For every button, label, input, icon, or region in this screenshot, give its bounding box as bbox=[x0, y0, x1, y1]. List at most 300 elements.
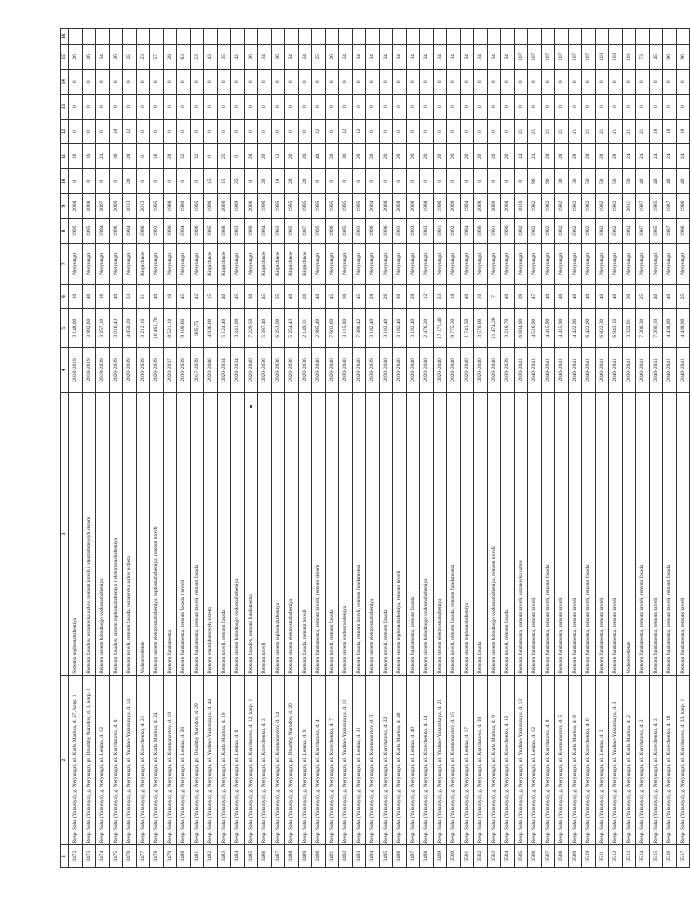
table-cell-mat: Neryungri bbox=[379, 243, 393, 284]
table-cell-k4: 0 bbox=[150, 94, 164, 119]
table-cell-period: 2040-2041 bbox=[568, 347, 582, 392]
table-cell-sum: 5 387,40 bbox=[258, 309, 272, 347]
table-cell-a: 40 bbox=[82, 284, 96, 309]
table-cell-mat: Kirpichnoe bbox=[285, 243, 299, 284]
table-cell-k4: 0 bbox=[163, 94, 177, 119]
table-row bbox=[379, 29, 393, 868]
table-cell-k1: 90 bbox=[541, 169, 555, 194]
table-cell-empty bbox=[217, 29, 231, 45]
table-cell-k2: 25 bbox=[217, 144, 231, 169]
table-cell-addr: Resp. Saha (Yakutiya), g. Neryungri, ul. Kosmonavtov, d. 14 bbox=[271, 675, 285, 845]
table-cell-a: 25 bbox=[676, 284, 690, 309]
table-cell-a: 20 bbox=[298, 284, 312, 309]
table-cell-k4: 0 bbox=[541, 94, 555, 119]
table-cell-mat: Neryungri bbox=[366, 243, 380, 284]
table-cell-k4: 0 bbox=[123, 94, 137, 119]
table-cell-a: 16 bbox=[96, 284, 110, 309]
table-cell-k6: 63 bbox=[177, 44, 191, 69]
table-cell-mat: Neryungri bbox=[568, 243, 582, 284]
table-cell-y2: 1995 bbox=[285, 194, 299, 219]
table-cell-k2: 28 bbox=[555, 144, 569, 169]
table-cell-a: 40 bbox=[568, 284, 582, 309]
table-cell-addr: Resp. Saha (Yakutiya), g. Neryungri, ul. Karla Marksa, d. 27, korp. 1 bbox=[69, 675, 83, 845]
table-cell-k3: 0 bbox=[487, 119, 501, 144]
table-cell-mat: Neryungri bbox=[636, 243, 650, 284]
table-cell-k1: 0 bbox=[150, 169, 164, 194]
table-cell-sum: 5 124,40 bbox=[217, 309, 231, 347]
table-cell-k3: 0 bbox=[285, 119, 299, 144]
table-cell-y2: 1995 bbox=[150, 194, 164, 219]
table-cell-period: 2040-2041 bbox=[636, 347, 650, 392]
table-cell-sum: 4 415,90 bbox=[555, 309, 569, 347]
table-cell-yr: 1987 bbox=[298, 219, 312, 244]
table-cell-work: Remont fundamenta, remont krovli, remont fasada bbox=[190, 393, 204, 676]
table-cell-n: 3477 bbox=[136, 845, 150, 868]
table-row bbox=[150, 29, 164, 868]
table-cell-n: 3498 bbox=[420, 845, 434, 868]
table-cell-n: 3481 bbox=[190, 845, 204, 868]
table-cell-k3: 21 bbox=[636, 119, 650, 144]
table-cell-addr: Resp. Saha (Yakutiya), g. Neryungri, ul. Kurchatova, d. 22 bbox=[379, 675, 393, 845]
table-cell-sum: 905,75 bbox=[190, 309, 204, 347]
table-cell-n: 3487 bbox=[271, 845, 285, 868]
table-cell-k3: 0 bbox=[244, 119, 258, 144]
table-cell-k5: 0 bbox=[393, 69, 407, 94]
table-cell-k5: 0 bbox=[109, 69, 123, 94]
table-cell-a: 40 bbox=[663, 284, 677, 309]
table-cell-yr: 1990 bbox=[474, 219, 488, 244]
table-cell-mat: Neryungri bbox=[339, 243, 353, 284]
table-cell-period: 2020-2039 bbox=[123, 347, 137, 392]
table-cell-yr: 1993 bbox=[406, 219, 420, 244]
table-cell-addr: Resp. Saha (Yakutiya), g. Neryungri, ul. Lenina, d. 40 bbox=[406, 675, 420, 845]
table-cell-k2: 20 bbox=[406, 144, 420, 169]
table-cell-k1: 40 bbox=[663, 169, 677, 194]
table-cell-yr: 1986 bbox=[676, 219, 690, 244]
table-cell-k3: 0 bbox=[366, 119, 380, 144]
table-cell-k6: 53 bbox=[190, 44, 204, 69]
table-cell-k2: 24 bbox=[622, 144, 636, 169]
table-cell-k1: 20 bbox=[123, 169, 137, 194]
table-cell-y2: 2006 bbox=[244, 194, 258, 219]
table-cell-k4: 0 bbox=[393, 94, 407, 119]
table-cell-k4: 0 bbox=[231, 94, 245, 119]
table-cell-k5: 0 bbox=[69, 69, 83, 94]
table-cell-k4: 0 bbox=[582, 94, 596, 119]
table-cell-n: 3484 bbox=[231, 845, 245, 868]
table-cell-k5: 0 bbox=[82, 69, 96, 94]
table-cell-k5: 0 bbox=[514, 69, 528, 94]
table-cell-k1: 0 bbox=[379, 169, 393, 194]
table-cell-k3: 18 bbox=[109, 119, 123, 144]
header-cell: 2 bbox=[61, 675, 69, 845]
table-cell-n: 3516 bbox=[663, 845, 677, 868]
table-cell-k6: 107 bbox=[541, 44, 555, 69]
table-cell-work: Remont sistem vodootvedeniya bbox=[339, 393, 353, 676]
table-cell-k3: 21 bbox=[528, 119, 542, 144]
table-cell-n: 3502 bbox=[474, 845, 488, 868]
table-cell-empty bbox=[487, 29, 501, 45]
table-cell-mat: Neryungri bbox=[528, 243, 542, 284]
table-cell-sum: 8 521,10 bbox=[163, 309, 177, 347]
table-cell-k2: 16 bbox=[69, 144, 83, 169]
table-cell-mat: Kirpichnoe bbox=[271, 243, 285, 284]
table-row bbox=[312, 29, 326, 868]
table-cell-a: 15 bbox=[204, 284, 218, 309]
table-cell-work: Remont sistem elektrosnabzheniya bbox=[433, 393, 447, 676]
table-cell-mat: Kirpichnoe bbox=[136, 243, 150, 284]
table-cell-y2: 2008 bbox=[69, 194, 83, 219]
table-cell-addr: Resp. Saha (Yakutiya), g. Neryungri, ul. Kravchenko, d. 21 bbox=[136, 675, 150, 845]
table-cell-addr: Resp. Saha (Yakutiya), g. Neryungri, ul. Kravchenko, d. 2 bbox=[258, 675, 272, 845]
table-cell-work: Remont sistem elektrosnabzheniya, teplosnabzheniya, remont krovli bbox=[150, 393, 164, 676]
table-cell-k2: 20 bbox=[285, 144, 299, 169]
table-cell-empty bbox=[393, 29, 407, 45]
table-cell-a: 33 bbox=[123, 284, 137, 309]
table-cell-sum: 6 253,00 bbox=[271, 309, 285, 347]
table-cell-addr: Resp. Saha (Yakutiya), g. Neryungri, ul. Yuzhno-Yakutskaya, d. 11 bbox=[339, 675, 353, 845]
table-cell-n: 3496 bbox=[393, 845, 407, 868]
table-cell-mat: Kirpichnoe bbox=[217, 243, 231, 284]
table-cell-mat: Kirpichnoe bbox=[204, 243, 218, 284]
table-cell-k6: 34 bbox=[352, 44, 366, 69]
table-cell-addr: Resp. Saha (Yakutiya), g. Neryungri, ul. Kurchatova, d. 30 bbox=[474, 675, 488, 845]
table-cell-k3: 12 bbox=[312, 119, 326, 144]
table-cell-k5: 0 bbox=[312, 69, 326, 94]
table-cell-sum: 3 182,40 bbox=[406, 309, 420, 347]
table-cell-k4: 0 bbox=[244, 94, 258, 119]
table-cell-work: Remont sistem holodnogo vodosnabzheniya, remont krovli bbox=[487, 393, 501, 676]
table-cell-addr: Resp. Saha (Yakutiya), g. Neryungri, ul. Karla Marksa, d. 9 bbox=[487, 675, 501, 845]
table-cell-sum: 4 438,90 bbox=[676, 309, 690, 347]
table-cell-k4: 0 bbox=[447, 94, 461, 119]
table-cell-n: 3483 bbox=[217, 845, 231, 868]
table-cell-k6: 26 bbox=[325, 44, 339, 69]
table-cell-empty bbox=[285, 29, 299, 45]
table-cell-empty bbox=[177, 29, 191, 45]
table-cell-work: Remont fasadov, sistem teplosnabzheniya i elektrosnabzheniya bbox=[109, 393, 123, 676]
table-cell-k4: 0 bbox=[636, 94, 650, 119]
table-cell-k4: 0 bbox=[136, 94, 150, 119]
table-cell-sum: 7 200,30 bbox=[636, 309, 650, 347]
table-cell-addr: Resp. Saha (Yakutiya), g. Neryungri, ul. Lenina, d. 28 bbox=[177, 675, 191, 845]
table-cell-k2: 28 bbox=[244, 144, 258, 169]
table-cell-a: 42 bbox=[190, 284, 204, 309]
table-cell-k2: 12 bbox=[271, 144, 285, 169]
table-cell-period: 2040-2041 bbox=[663, 347, 677, 392]
table-cell-sum: 3 570,00 bbox=[474, 309, 488, 347]
table-cell-k5: 0 bbox=[582, 69, 596, 94]
table-cell-k5: 0 bbox=[204, 69, 218, 94]
table-row bbox=[663, 29, 677, 868]
table-cell-addr: Resp. Saha (Yakutiya), g. Neryungri, ul. Yuzhno-Yakutskaya, d. 14 bbox=[123, 675, 137, 845]
table-cell-mat: Neryungri bbox=[352, 243, 366, 284]
table-cell-k2: 32 bbox=[190, 144, 204, 169]
table-cell-k2: 20 bbox=[501, 144, 515, 169]
table-cell-k5: 0 bbox=[636, 69, 650, 94]
table-cell-k2: 20 bbox=[366, 144, 380, 169]
table-cell-addr: Resp. Saha (Yakutiya), g. Neryungri, pr. Druzhby Narodov, d. 29 bbox=[190, 675, 204, 845]
table-cell-y2: 1980 bbox=[177, 194, 191, 219]
table-cell-k2: 20 bbox=[474, 144, 488, 169]
table-cell-period: 2030-2040 bbox=[393, 347, 407, 392]
table-cell-k2: 28 bbox=[568, 144, 582, 169]
table-cell-sum: 6 943,10 bbox=[609, 309, 623, 347]
table-cell-sum: 4 415,90 bbox=[541, 309, 555, 347]
table-cell-empty bbox=[460, 29, 474, 45]
table-cell-k1: 0 bbox=[177, 169, 191, 194]
table-cell-k3: 12 bbox=[352, 119, 366, 144]
table-cell-sum: 4 050,20 bbox=[123, 309, 137, 347]
table-cell-k1: 50 bbox=[582, 169, 596, 194]
table-row bbox=[123, 29, 137, 868]
table-cell-work: Remont fundamenta, remont krovli, remont fasada bbox=[582, 393, 596, 676]
table-cell-sum: 5 254,43 bbox=[285, 309, 299, 347]
table-cell-period: 2030-2040 bbox=[379, 347, 393, 392]
table-cell-period: 2020-2040 bbox=[447, 347, 461, 392]
table-cell-a: 30 bbox=[339, 284, 353, 309]
table-cell-n: 3511 bbox=[595, 845, 609, 868]
table-cell-k6: 107 bbox=[568, 44, 582, 69]
table-cell-k5: 0 bbox=[420, 69, 434, 94]
table-row bbox=[555, 29, 569, 868]
table-cell-k6: 34 bbox=[420, 44, 434, 69]
header-cell: 16 bbox=[61, 29, 69, 45]
table-body bbox=[69, 29, 690, 868]
table-cell-a: 45 bbox=[258, 284, 272, 309]
table-cell-k1: 0 bbox=[136, 169, 150, 194]
table-cell-k2: 40 bbox=[312, 144, 326, 169]
table-cell-addr: Resp. Saha (Yakutiya), g. Neryungri, ul. Karla Marksa, d. 19 bbox=[217, 675, 231, 845]
table-row bbox=[541, 29, 555, 868]
table-cell-k6: 34 bbox=[393, 44, 407, 69]
table-cell-y2: 1982 bbox=[595, 194, 609, 219]
table-cell-k4: 0 bbox=[352, 94, 366, 119]
table-cell-empty bbox=[244, 29, 258, 45]
table-cell-k6: 36 bbox=[244, 44, 258, 69]
table-cell-work: Remont fundamenta, remont krovli, remont fasada bbox=[636, 393, 650, 676]
table-row bbox=[433, 29, 447, 868]
table-cell-k3: 0 bbox=[406, 119, 420, 144]
table-cell-period: 2030-2039 bbox=[501, 347, 515, 392]
table-cell-n: 3491 bbox=[325, 845, 339, 868]
table-cell-period: 2040-2041 bbox=[528, 347, 542, 392]
table-cell-k4: 0 bbox=[420, 94, 434, 119]
table-cell-y2: 2013 bbox=[123, 194, 137, 219]
table-cell-n: 3507 bbox=[541, 845, 555, 868]
header-cell: 4 bbox=[61, 347, 69, 392]
table-cell-yr: 1990 bbox=[366, 219, 380, 244]
table-row bbox=[258, 29, 272, 868]
table-cell-k2: 20 bbox=[298, 144, 312, 169]
header-cell: 10 bbox=[61, 169, 69, 194]
table-cell-work: Remont krovli, remont fasada bbox=[217, 393, 231, 676]
table-cell-k5: 0 bbox=[366, 69, 380, 94]
table-cell-sum: 6 422,90 bbox=[582, 309, 596, 347]
table-cell-sum: 4 936,00 bbox=[204, 309, 218, 347]
table-cell-k2: 30 bbox=[339, 144, 353, 169]
table-cell-period: 2017-2039 bbox=[190, 347, 204, 392]
table-cell-k4: 0 bbox=[190, 94, 204, 119]
table-cell-k1: 0 bbox=[109, 169, 123, 194]
table-cell-yr: 1985 bbox=[649, 219, 663, 244]
table-cell-mat: Neryungri bbox=[460, 243, 474, 284]
table-cell-a: 31 bbox=[136, 284, 150, 309]
table-cell-mat: Neryungri bbox=[177, 243, 191, 284]
table-cell-yr: 1990 bbox=[325, 219, 339, 244]
table-cell-y2: 2009 bbox=[109, 194, 123, 219]
table-cell-k4: 0 bbox=[258, 94, 272, 119]
table-cell-k3: 21 bbox=[609, 119, 623, 144]
table-cell-period: 2040-2041 bbox=[609, 347, 623, 392]
table-cell-period: 2018-2039 bbox=[96, 347, 110, 392]
table-cell-a: 45 bbox=[352, 284, 366, 309]
table-cell-empty bbox=[366, 29, 380, 45]
table-cell-period: 2020-2040 bbox=[312, 347, 326, 392]
table-cell-k2: 24 bbox=[528, 144, 542, 169]
table-cell-empty bbox=[190, 29, 204, 45]
header-cell: 12 bbox=[61, 119, 69, 144]
table-row bbox=[82, 29, 96, 868]
table-cell-yr: 1983 bbox=[271, 219, 285, 244]
table-cell-mat: Neryungri bbox=[595, 243, 609, 284]
table-cell-n: 3515 bbox=[649, 845, 663, 868]
table-cell-k6: 34 bbox=[298, 44, 312, 69]
table-cell-empty bbox=[474, 29, 488, 45]
table-cell-k1: 0 bbox=[501, 169, 515, 194]
table-cell-work: Remont fundamenta, remont krovli bbox=[595, 393, 609, 676]
table-cell-period: 2030-2040 bbox=[339, 347, 353, 392]
table-cell-k6: 34 bbox=[406, 44, 420, 69]
table-cell-k3: 0 bbox=[433, 119, 447, 144]
table-cell-work: Remont fundamenta, remont krovli, remont fasada bbox=[541, 393, 555, 676]
table-cell-sum: 9 775,30 bbox=[447, 309, 461, 347]
table-cell-k3: 0 bbox=[271, 119, 285, 144]
table-cell-yr: 1996 bbox=[190, 219, 204, 244]
table-cell-mat: Neryungri bbox=[501, 243, 515, 284]
table-cell-addr: Resp. Saha (Yakutiya), g. Neryungri, ul. Karla Marksa, d. 24 bbox=[150, 675, 164, 845]
table-cell-a: 25 bbox=[636, 284, 650, 309]
table-cell-n: 3514 bbox=[636, 845, 650, 868]
table-cell-y2: 2008 bbox=[82, 194, 96, 219]
table-cell-work: Remont fundamenta, remont krovli bbox=[528, 393, 542, 676]
table-cell-k5: 0 bbox=[528, 69, 542, 94]
table-cell-yr: 1982 bbox=[622, 219, 636, 244]
table-cell-empty bbox=[96, 29, 110, 45]
table-cell-k1: 30 bbox=[568, 169, 582, 194]
table-cell-y2: 2004 bbox=[366, 194, 380, 219]
table-cell-k1: 0 bbox=[190, 169, 204, 194]
table-cell-k3: 0 bbox=[501, 119, 515, 144]
table-cell-sum: 1 741,50 bbox=[460, 309, 474, 347]
table-cell-sum: 2 985,40 bbox=[312, 309, 326, 347]
table-cell-work: Vodootvedenie bbox=[136, 393, 150, 676]
table-cell-n: 3482 bbox=[204, 845, 218, 868]
table-cell-work: Remont krovli, remont fasada bbox=[325, 393, 339, 676]
table-cell-addr: Resp. Saha (Yakutiya), g. Neryungri, ul. Kurchatova, d. 9 bbox=[109, 675, 123, 845]
table-cell-k6: 35 bbox=[123, 44, 137, 69]
table-cell-period: 2020-2040 bbox=[406, 347, 420, 392]
table-cell-n: 3479 bbox=[163, 845, 177, 868]
table-cell-k1: 0 bbox=[82, 169, 96, 194]
table-cell-k6: 96 bbox=[663, 44, 677, 69]
table-cell-empty bbox=[204, 29, 218, 45]
table-cell-y2: 2011 bbox=[622, 194, 636, 219]
header-cell: 13 bbox=[61, 94, 69, 119]
table-cell-a: 30 bbox=[244, 284, 258, 309]
table-cell-empty bbox=[636, 29, 650, 45]
table-cell-empty bbox=[420, 29, 434, 45]
table-cell-n: 3493 bbox=[352, 845, 366, 868]
table-row bbox=[595, 29, 609, 868]
table-cell-n: 3488 bbox=[285, 845, 299, 868]
table-cell-k5: 0 bbox=[541, 69, 555, 94]
table-cell-period: 2030-2039 bbox=[177, 347, 191, 392]
table-cell-yr: 1982 bbox=[514, 219, 528, 244]
table-cell-sum: 11 474,20 bbox=[487, 309, 501, 347]
table-cell-empty bbox=[568, 29, 582, 45]
table-cell-k4: 0 bbox=[460, 94, 474, 119]
table-cell-k4: 0 bbox=[595, 94, 609, 119]
table-cell-sum: 3 016,43 bbox=[109, 309, 123, 347]
table-cell-k5: 0 bbox=[298, 69, 312, 94]
table-cell-k1: 0 bbox=[366, 169, 380, 194]
table-cell-k5: 0 bbox=[150, 69, 164, 94]
table-cell-n: 3494 bbox=[366, 845, 380, 868]
table-cell-k6: 96 bbox=[676, 44, 690, 69]
table-cell-k3: 21 bbox=[582, 119, 596, 144]
table-cell-a: 30 bbox=[393, 284, 407, 309]
table-cell-empty bbox=[82, 29, 96, 45]
table-cell-sum: 4 516,90 bbox=[528, 309, 542, 347]
table-cell-k1: 0 bbox=[447, 169, 461, 194]
table-cell-y2: 1995 bbox=[325, 194, 339, 219]
table-cell-k3: 18 bbox=[663, 119, 677, 144]
table-cell-empty bbox=[406, 29, 420, 45]
table-cell-mat: Neryungri bbox=[555, 243, 569, 284]
table-cell-k6: 35 bbox=[217, 44, 231, 69]
table-cell-empty bbox=[609, 29, 623, 45]
table-cell-work: Remont fundamenta, remont krovli, remont fasada bbox=[663, 393, 677, 676]
table-cell-mat: Neryungri bbox=[622, 243, 636, 284]
table-cell-empty bbox=[663, 29, 677, 45]
table-cell-period: 2030-2039 bbox=[136, 347, 150, 392]
table-cell-work: Remont fundamenta, remont krovli bbox=[649, 393, 663, 676]
table-row bbox=[352, 29, 366, 868]
table-cell-empty bbox=[352, 29, 366, 45]
table-cell-k4: 0 bbox=[339, 94, 353, 119]
table-cell-sum: 10 461,70 bbox=[150, 309, 164, 347]
table-cell-y2: 1995 bbox=[339, 194, 353, 219]
header-row bbox=[61, 29, 69, 868]
table-cell-k1: 40 bbox=[676, 169, 690, 194]
table-cell-a: 30 bbox=[622, 284, 636, 309]
table-cell-k4: 0 bbox=[555, 94, 569, 119]
table-cell-k3: 21 bbox=[541, 119, 555, 144]
table-cell-y2: 1985 bbox=[649, 194, 663, 219]
table-cell-empty bbox=[109, 29, 123, 45]
table-row bbox=[298, 29, 312, 868]
table-cell-y2: 2009 bbox=[447, 194, 461, 219]
table-cell-k2: 24 bbox=[96, 144, 110, 169]
table-cell-k6: 34 bbox=[285, 44, 299, 69]
table-cell-y2: 2008 bbox=[393, 194, 407, 219]
table-cell-n: 3474 bbox=[96, 845, 110, 868]
table-cell-y2: 1982 bbox=[528, 194, 542, 219]
table-cell-a: 47 bbox=[528, 284, 542, 309]
table-cell-n: 3501 bbox=[460, 845, 474, 868]
table-cell-k5: 0 bbox=[622, 69, 636, 94]
